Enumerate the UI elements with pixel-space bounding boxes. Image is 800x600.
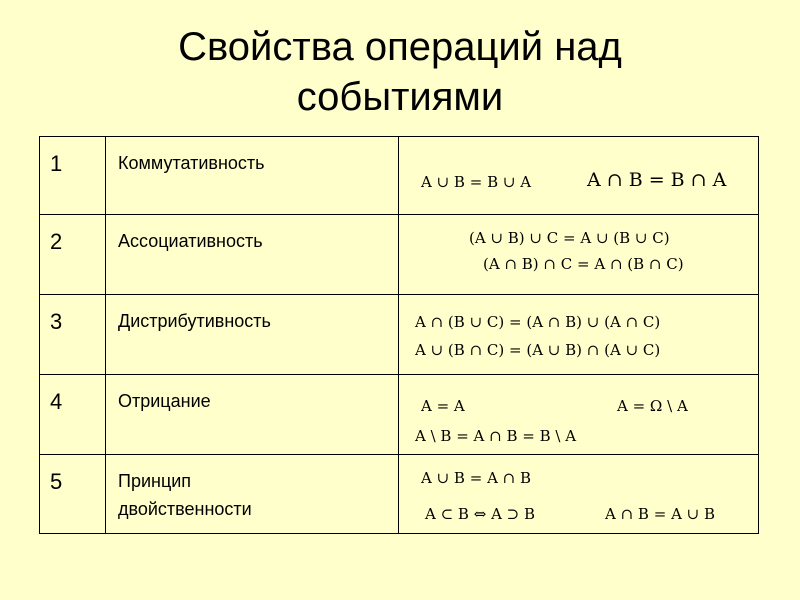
property-name: Дистрибутивность	[106, 295, 399, 375]
formula: A \ B = A ∩ B = B \ A	[415, 427, 577, 445]
property-name: Коммутативность	[106, 137, 399, 215]
properties-table	[39, 136, 759, 534]
formula: A ∩ B = A ∪ B	[605, 505, 716, 523]
formula: A ∪ (B ∩ C) = (A ∪ B) ∩ (A ∪ C)	[415, 341, 661, 359]
row-number: 3	[40, 295, 106, 375]
formula: (A ∪ B) ∪ C = A ∪ (B ∪ C)	[469, 229, 670, 247]
formula: A ∪ B = A ∩ B	[421, 469, 532, 487]
table-row	[40, 215, 759, 295]
formula-cell	[399, 375, 759, 455]
property-name-line-2: двойственности	[118, 499, 252, 519]
formula-cell	[399, 295, 759, 375]
formula: A = A	[421, 397, 465, 415]
row-number: 5	[40, 455, 106, 534]
formula: A ∩ (B ∪ C) = (A ∩ B) ∪ (A ∩ C)	[415, 313, 661, 331]
formula: A ∩ B = B ∩ A	[587, 169, 727, 191]
row-number: 4	[40, 375, 106, 455]
formula-cell	[399, 455, 759, 534]
formula: (A ∩ B) ∩ C = A ∩ (B ∩ C)	[483, 255, 684, 273]
row-number: 1	[40, 137, 106, 215]
title-line-1: Свойства операций над	[178, 25, 622, 69]
formula: A ∪ B = B ∪ A	[421, 173, 532, 191]
slide-title	[0, 22, 800, 122]
row-number: 2	[40, 215, 106, 295]
property-name: Ассоциативность	[106, 215, 399, 295]
property-name	[106, 455, 399, 534]
property-name: Отрицание	[106, 375, 399, 455]
formula: A ⊂ B ⇔ A ⊃ B	[425, 505, 536, 523]
table-row	[40, 295, 759, 375]
table-row	[40, 137, 759, 215]
property-name-line-1: Принцип	[118, 471, 192, 491]
table-row	[40, 455, 759, 534]
table-row	[40, 375, 759, 455]
formula-cell	[399, 137, 759, 215]
formula-cell	[399, 215, 759, 295]
title-line-2: событиями	[296, 75, 504, 119]
formula: A = Ω \ A	[617, 397, 688, 415]
